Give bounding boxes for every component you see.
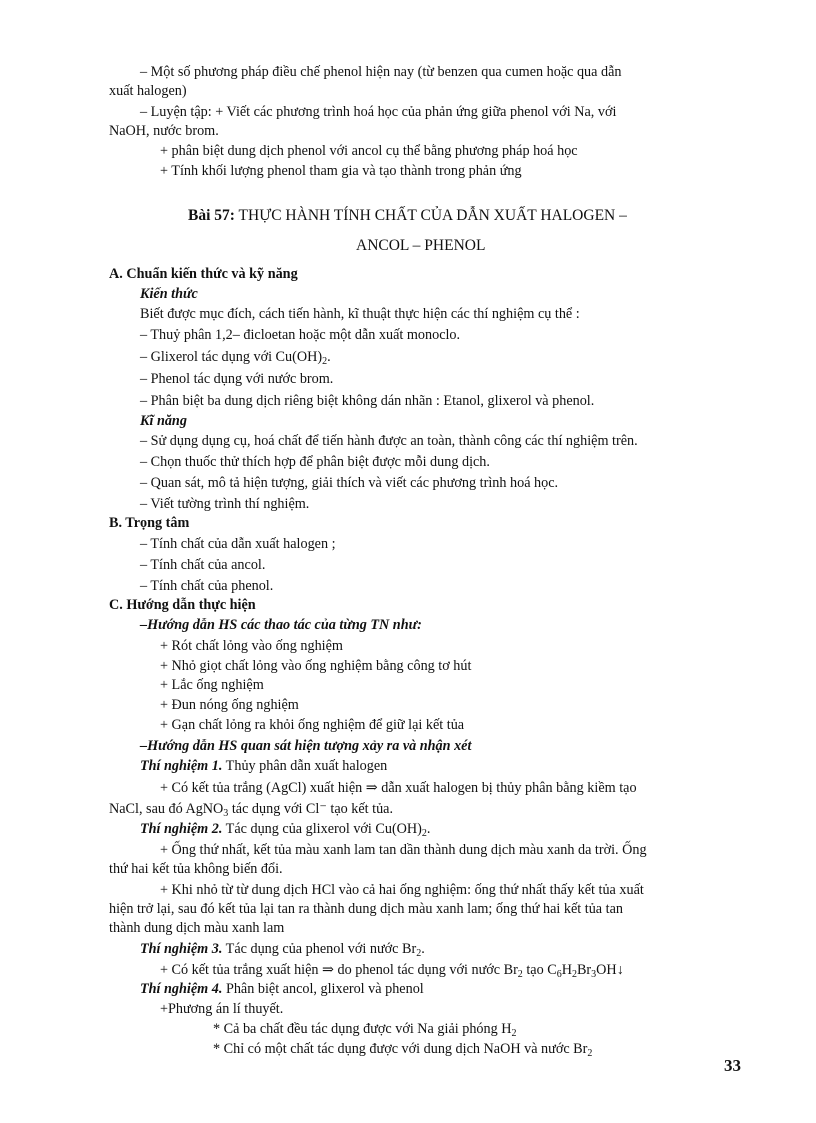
experiment-2-line-2: thứ hai kết tủa không biến đổi.	[109, 861, 283, 877]
experiment-2-title: Thí nghiệm 2. Tác dụng của glixerol với $Cu(OH)_2$.	[140, 821, 431, 839]
section-a-heading: A. Chuẩn kiến thức và kỹ năng	[109, 266, 298, 282]
experiment-2-line-5: thành dung dịch màu xanh lam	[109, 920, 285, 936]
knowledge-item-4: – Phân biệt ba dung dịch riêng biệt không dán nhãn : Etanol, glixerol và phenol.	[140, 393, 595, 409]
operation-item-5: + Gạn chất lỏng ra khỏi ống nghiệm để giữ lại kết tủa	[160, 717, 465, 733]
knowledge-item-1: – Thuỷ phân 1,2– đicloetan hoặc một dẫn xuất monoclo.	[140, 327, 461, 343]
knowledge-subheading: Kiến thức	[140, 286, 198, 302]
lesson-title-line-1	[188, 207, 627, 225]
intro-line-1: – Một số phương pháp điều chế phenol hiện nay (từ benzen qua cumen hoặc qua dẫn	[140, 64, 622, 80]
experiment-2-line-1: + Ống thứ nhất, kết tủa màu xanh lam tan dần thành dung dịch màu xanh da trời. Ống	[160, 842, 647, 858]
page-number: 33	[724, 1056, 741, 1075]
skill-item-3: – Quan sát, mô tả hiện tượng, giải thích và viết các phương trình hoá học.	[140, 475, 559, 491]
knowledge-item-2: – Glixerol tác dụng với $Cu(OH)_2$.	[140, 349, 331, 367]
lesson-title-text: THỰC HÀNH TÍNH CHẤT CỦA DẪN XUẤT HALOGEN –	[234, 207, 627, 224]
knowledge-item-3: – Phenol tác dụng với nước brom.	[140, 371, 334, 387]
experiment-2-line-4: hiện trở lại, sau đó kết tủa lại tan ra thành dung dịch màu xanh lam; ống thứ hai kết tủa tan	[109, 901, 623, 917]
knowledge-intro: Biết được mục đích, cách tiến hành, kĩ thuật thực hiện các thí nghiệm cụ thể :	[140, 306, 580, 322]
experiment-1-line-2: NaCl, sau đó AgNO$_3$ tác dụng với Cl⁻ tạo kết tủa.	[109, 801, 394, 819]
experiment-1-line-1: + Có kết tủa trắng (AgCl) xuất hiện ⇒ dẫn xuất halogen bị thủy phân bằng kiềm tạo	[160, 780, 637, 796]
experiment-4-line-3: * Chỉ có một chất tác dụng được với dung dịch NaOH và nước $Br_2$	[213, 1041, 593, 1059]
lesson-number: Bài 57:	[188, 207, 235, 224]
intro-line-6: + Tính khối lượng phenol tham gia và tạo thành trong phản ứng	[160, 163, 522, 179]
experiment-4-title: Thí nghiệm 4. Phân biệt ancol, glixerol và phenol	[140, 981, 424, 997]
skill-item-4: – Viết tường trình thí nghiệm.	[140, 496, 310, 512]
skills-subheading: Kĩ năng	[140, 413, 187, 429]
intro-line-5: + phân biệt dung dịch phenol với ancol cụ thể bằng phương pháp hoá học	[160, 143, 578, 159]
experiment-1-title: Thí nghiệm 1. Thủy phân dẫn xuất halogen	[140, 758, 388, 774]
skill-item-1: – Sử dụng dụng cụ, hoá chất để tiến hành được an toàn, thành công các thí nghiệm trên.	[140, 433, 638, 449]
experiment-2-line-3: + Khi nhỏ từ từ dung dịch HCl vào cả hai ống nghiệm: ống thứ nhất thấy kết tủa xuất	[160, 882, 644, 898]
focus-item-1: – Tính chất của dẫn xuất halogen ;	[140, 536, 336, 552]
experiment-4-line-2: * Cả ba chất đều tác dụng được với Na giải phóng $H_2$	[213, 1021, 517, 1039]
skill-item-2: – Chọn thuốc thử thích hợp để phân biệt được mỗi dung dịch.	[140, 454, 490, 470]
intro-line-4: NaOH, nước brom.	[109, 123, 219, 139]
section-b-heading: B. Trọng tâm	[109, 515, 190, 531]
operations-guide-heading: –Hướng dẫn HS các thao tác của từng TN như:	[140, 617, 422, 633]
experiment-3-title: Thí nghiệm 3. Tác dụng của phenol với nước $Br_2$.	[140, 941, 425, 959]
operation-item-4: + Đun nóng ống nghiệm	[160, 697, 299, 713]
experiment-3-line-1: + Có kết tủa trắng xuất hiện ⇒ do phenol tác dụng với nước $Br_2$ tạo $C_6H_2Br_3OH↓$	[160, 962, 624, 980]
operation-item-3: + Lắc ống nghiệm	[160, 677, 264, 693]
observation-guide-heading: –Hướng dẫn HS quan sát hiện tượng xảy ra và nhận xét	[140, 738, 472, 754]
intro-line-3: – Luyện tập: + Viết các phương trình hoá học của phản ứng giữa phenol với Na, với	[140, 104, 617, 120]
operation-item-1: + Rót chất lỏng vào ống nghiệm	[160, 638, 343, 654]
intro-line-2: xuất halogen)	[109, 83, 187, 99]
experiment-4-line-1: +Phương án lí thuyết.	[160, 1001, 284, 1017]
section-c-heading: C. Hướng dẫn thực hiện	[109, 597, 256, 613]
focus-item-2: – Tính chất của ancol.	[140, 557, 266, 573]
lesson-title-line-2: ANCOL – PHENOL	[356, 237, 486, 254]
focus-item-3: – Tính chất của phenol.	[140, 578, 274, 594]
operation-item-2: + Nhỏ giọt chất lỏng vào ống nghiệm bằng công tơ hút	[160, 658, 472, 674]
